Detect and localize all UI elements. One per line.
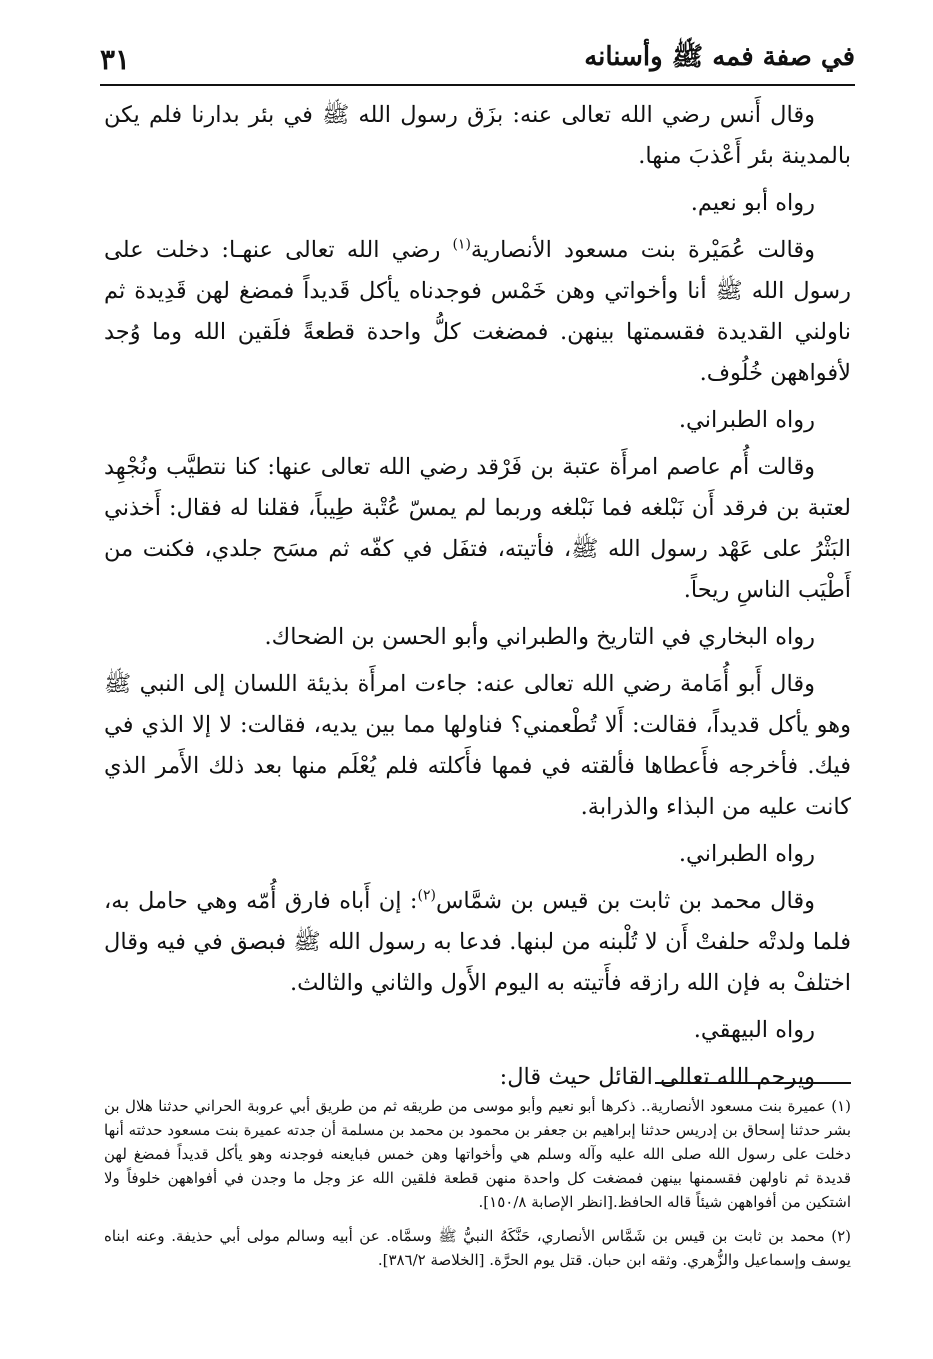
footnote-separator <box>655 1082 851 1084</box>
narration-tabarani-2: رواه الطبراني. <box>678 841 815 867</box>
paragraph-umayra: وقالت عُمَيْرة بنت مسعود الأنصارية$^{(١)}$ رضي الله تعالى عنهـا: دخلت على رسول الله ﷺ أنا وأخواتي وهن خَمْس فوجدناه يأكل قَديداً فمضغ لهن قَدِيدة ثم ناولني القديدة فقسمتها بينهن. فمضغت كلُّ واحدة قطعةً فلَقين الله وما وُجد لأفواههن خُلُوف. <box>104 236 851 386</box>
running-header <box>100 34 855 86</box>
footnote-ref-2[interactable]: (٢) <box>417 887 436 904</box>
paragraph-abu-umama: وقال أَبو أُمَامة رضي الله تعالى عنه: جاءت امرأَة بذيئة اللسان إلى النبي ﷺ وهو يأكل قديداً، فقالت: أَلا تُطْعمني؟ فناولها مما بين يديه، فقالت: لا إلا الذي في فيك. فأخرجه فأَعطاها فألقته في فمها فأَكلته فلم يُعْلَم منها بعد ذلك الأَمر الذي كانت عليه من البذاء والذرابة. <box>104 671 851 820</box>
narration-abu-nuaym: رواه أبو نعيم. <box>690 190 815 216</box>
paragraph-anas: وقال أَنس رضي الله تعالى عنه: بزَق رسول الله ﷺ في بئر بدارنا فلم يكن بالمدينة بئر أَعْذبَ منها. <box>104 102 851 169</box>
closing-line: ويرحم الله تعالى القائل حيث قال: <box>499 1064 815 1090</box>
footnote-1: (١) عميرة بنت مسعود الأنصارية.. ذكرها أبو نعيم وأبو موسى من طريقه ثم من طريق أبي عروبة الحراني حدثنا هلال بن بشر حدثنا إسحاق بن إدريس حدثنا إبراهيم بن جعفر بن محمود بن محمد بن مسلمة أن جدته عميرة بنت مسعود حدثته أنها دخلت على رسول الله صلى الله عليه وآله وسلم هي وأخواتها وهن خمس فبايعنه فوجدنه وهو يأكل قديداً فمضغ لهن قديدة ثم ناولهن فقسمنها بينهن فمضغت كل واحدة منهن قطعة فلقين الله عز وجل ما وجدن في أفواههن خلوفاً ولا اشتكين من أفواههن شيئاً قاله الحافظ.[انظر الإصابة ١٥٠/٨]. <box>104 1097 851 1211</box>
footnote-ref-1[interactable]: (١) <box>452 236 471 253</box>
main-text <box>104 95 851 1104</box>
narration-bayhaqi: رواه البيهقي. <box>693 1017 815 1043</box>
paragraph-umm-asim: وقالت أُم عاصم امرأَة عتبة بن فَرْقد رضي الله تعالى عنها: كنا نتطيَّب ونُجْهِد لعتبة بن فرقد أَن نَبْلغه فما نَبْلغه وربما لم يمسّ عُتْبة طِيباً، فقلنا له فقال: أَخذني البَثْرُ على عَهْد رسول الله ﷺ، فأتيته، فتفَل في كفّه ثم مسَح جلدي، فكنت من أَطْيَب الناسِ ريحاً. <box>104 454 851 603</box>
footnotes <box>104 1094 851 1272</box>
narration-tabarani-1: رواه الطبراني. <box>678 407 815 433</box>
running-title: في صفة فمه ﷺ وأسنانه <box>584 42 855 72</box>
paragraph-muhammad-ibn-thabit: وقال محمد بن ثابت بن قيس بن شمَّاس$^{(٢)}$: إن أَباه فارق أُمّه وهي حامل به، فلما ولدتْه حلفتْ أَن لا تُلْبنه من لبنها. فدعا به رسول الله ﷺ فبصق في فيه وقال اختلفْ به فإن الله رازقه فأَتيته به اليوم الأَول والثاني والثالث. <box>104 887 851 996</box>
page-number: ٣١ <box>100 42 131 76</box>
narration-bukhari: رواه البخاري في التاريخ والطبراني وأبو الحسن بن الضحاك. <box>264 624 815 650</box>
footnote-2: (٢) محمد بن ثابت بن قيس بن شَمَّاس الأنصاري، حَنَّكَهُ النبيُّ ﷺ وسمَّاه. عن أبيه وسالم مولى أبي حذيفة. وعنه ابناه يوسف وإسماعيل والزُّهري. وثقه ابن حبان. قتل يوم الحرَّة. [الخلاصة ٣٨٦/٢]. <box>104 1227 851 1269</box>
